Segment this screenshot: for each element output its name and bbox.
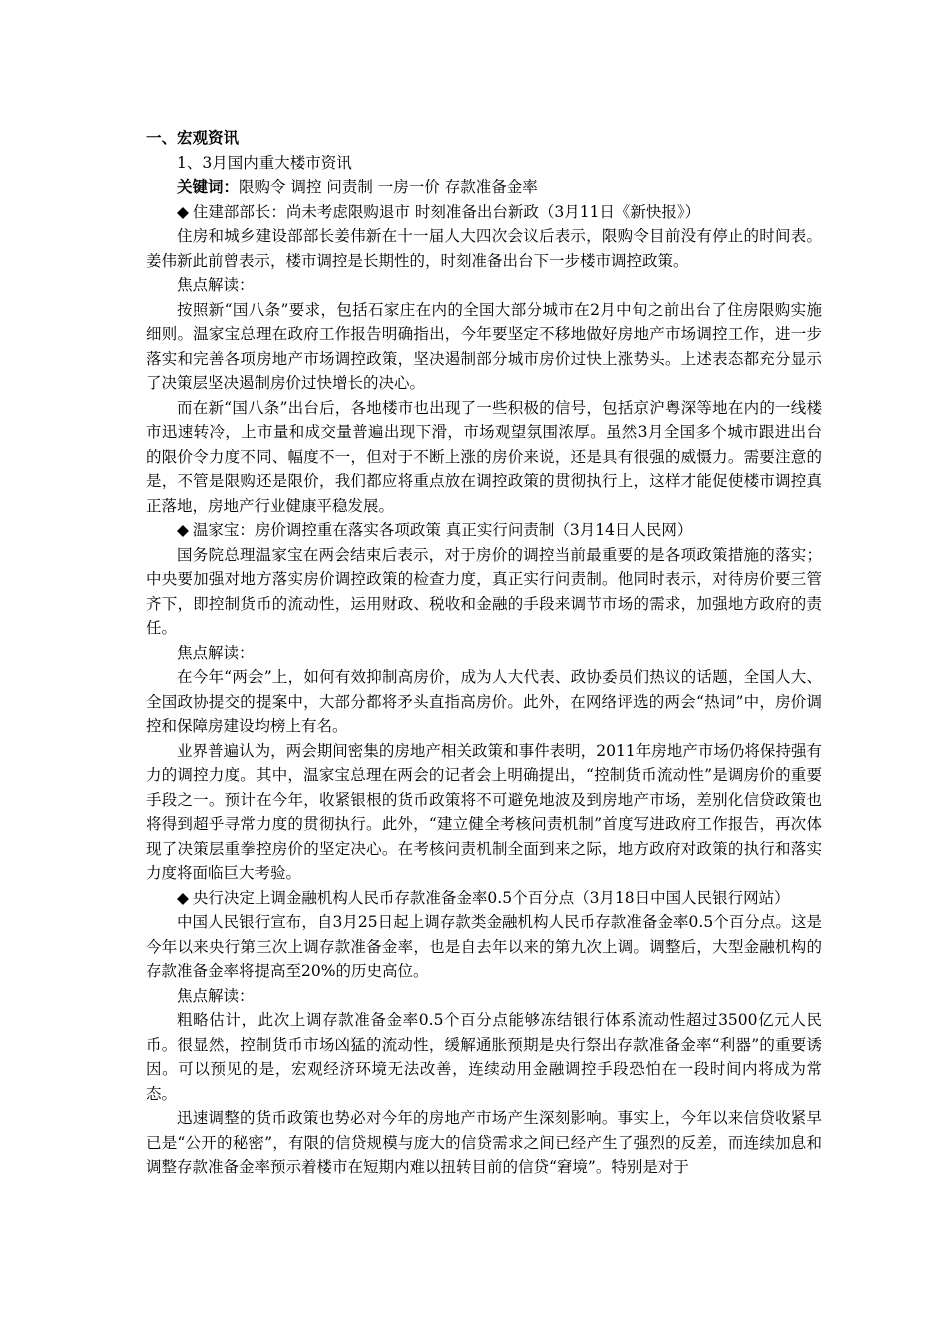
diamond-bullet-icon: ◆ <box>177 888 189 907</box>
focus-paragraph: 而在新“国八条”出台后，各地楼市也出现了一些积极的信号，包括京沪粤深等地在内的一线楼市迅速转冷，上市量和成交量普遍出现下滑，市场观望氛围浓厚。虽然3月全国多个城市跟进出台的限价令力度不同、幅度不一，但对于不断上涨的房价来说，还是具有很强的威慑力。需要注意的是，不管是限购还是限价，我们都应将重点放在调控政策的贯彻执行上，这样才能促使楼市调控真正落地，房地产行业健康平稳发展。 <box>146 398 822 515</box>
news-headline <box>146 200 822 225</box>
focus-label: 焦点解读： <box>177 986 255 1005</box>
focus-label: 焦点解读： <box>177 276 255 294</box>
news-body: 住房和城乡建设部部长姜伟新在十一届人大四次会议后表示，限购令目前没有停止的时间表。姜伟新此前曾表示，楼市调控是长期性的，时刻准备出台下一步楼市调控政策。 <box>146 227 822 270</box>
focus-paragraph: 迅速调整的货币政策也势必对今年的房地产市场产生深刻影响。事实上，今年以来信贷收紧早已是“公开的秘密”，有限的信贷规模与庞大的信贷需求之间已经产生了强烈的反差，而连续加息和调整存款准备金率预示着楼市在短期内难以扭转目前的信贷“窘境”。特别是对于 <box>146 1109 822 1176</box>
section-title: 一、宏观资讯 <box>146 128 240 147</box>
focus-paragraph: 业界普遍认为，两会期间密集的房地产相关政策和事件表明，2011年房地产市场仍将保持强有力的调控力度。其中，温家宝总理在两会的记者会上明确提出，“控制货币流动性”是调房价的重要手段之一。预计在今年，收紧银根的货币政策将不可避免地波及到房地产市场，差别化信贷政策也将得到超乎寻常力度的贯彻执行。此外，“建立健全考核问责机制”首度写进政府工作报告，再次体现了决策层重拳控房价的坚定决心。在考核问责机制全面到来之际，地方政府对政策的执行和落实力度将面临巨大考验。 <box>146 741 822 882</box>
keywords-value: 限购令 调控 问责制 一房一价 存款准备金率 <box>239 178 538 196</box>
diamond-bullet-icon: ◆ <box>177 521 189 539</box>
document-page <box>146 126 822 1180</box>
news-headline-text: 住建部部长：尚未考虑限购退市 时刻准备出台新政（3月11日《新快报》） <box>192 202 701 221</box>
news-headline-text: 温家宝：房价调控重在落实各项政策 真正实行问责制（3月14日人民网） <box>192 521 693 539</box>
keywords-label: 关键词： <box>177 177 240 196</box>
subsection-title: 1、3月国内重大楼市资讯 <box>177 153 352 172</box>
news-headline <box>146 518 822 543</box>
diamond-bullet-icon: ◆ <box>177 202 189 221</box>
keywords-line <box>146 175 822 200</box>
focus-label: 焦点解读： <box>177 643 255 662</box>
news-body: 中国人民银行宣布，自3月25日起上调存款类金融机构人民币存款准备金率0.5个百分点。这是今年以来央行第三次上调存款准备金率，也是自去年以来的第九次上调。调整后，大型金融机构的存款准备金率将提高至20%的历史高位。 <box>146 913 822 980</box>
news-headline-text: 央行决定上调金融机构人民币存款准备金率0.5个百分点（3月18日中国人民银行网站） <box>192 888 790 907</box>
focus-paragraph: 在今年“两会”上，如何有效抑制高房价，成为人大代表、政协委员们热议的话题，全国人大、全国政协提交的提案中，大部分都将矛头直指高房价。此外，在网络评选的两会“热词”中，房价调控和保障房建设均榜上有名。 <box>146 668 822 735</box>
news-body: 国务院总理温家宝在两会结束后表示，对于房价的调控当前最重要的是各项政策措施的落实；中央要加强对地方落实房价调控政策的检查力度，真正实行问责制。他同时表示，对待房价要三管齐下，即控制货币的流动性，运用财政、税收和金融的手段来调节市场的需求，加强地方政府的责任。 <box>146 545 822 637</box>
focus-paragraph: 按照新“国八条”要求，包括石家庄在内的全国大部分城市在2月中旬之前出台了住房限购实施细则。温家宝总理在政府工作报告明确指出，今年要坚定不移地做好房地产市场调控工作，进一步落实和完善各项房地产市场调控政策，坚决遏制部分城市房价过快上涨势头。上述表态都充分显示了决策层坚决遏制房价过快增长的决心。 <box>146 300 822 392</box>
news-headline <box>146 886 822 911</box>
focus-paragraph: 粗略估计，此次上调存款准备金率0.5个百分点能够冻结银行体系流动性超过3500亿元人民币。很显然，控制货币市场凶猛的流动性，缓解通胀预期是央行祭出存款准备金率“利器”的重要诱因。可以预见的是，宏观经济环境无法改善，连续动用金融调控手段恐怕在一段时间内将成为常态。 <box>146 1011 822 1103</box>
